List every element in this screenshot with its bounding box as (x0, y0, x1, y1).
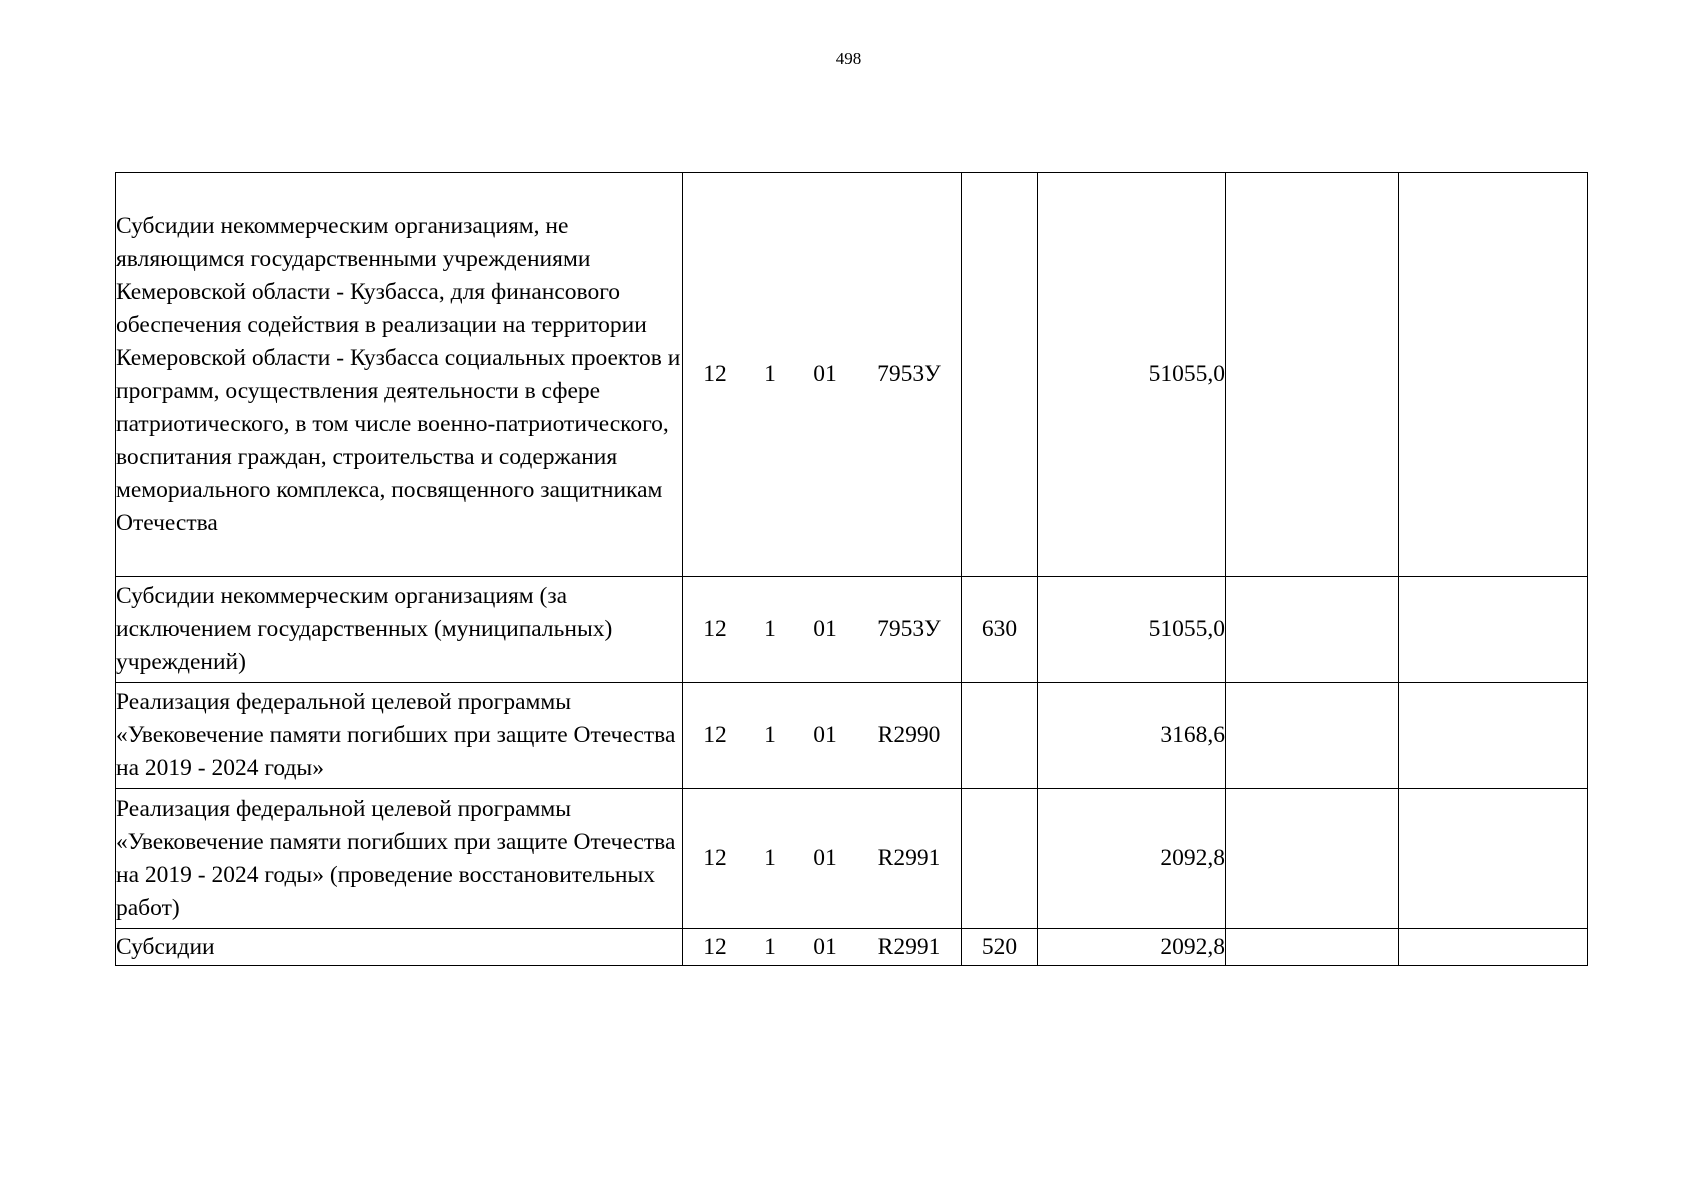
budget-codes-cell (683, 173, 962, 577)
row-description: Реализация федеральной целевой программы «Увековечение памяти погибших при защите Отечества на 2019 - 2024 годы» (проведение восстановительных работ) (116, 789, 683, 929)
empty-cell (1226, 683, 1399, 789)
empty-cell (1399, 683, 1588, 789)
empty-cell (1226, 577, 1399, 683)
program-code: 01 (813, 361, 837, 387)
empty-cell (1399, 577, 1588, 683)
empty-cell (1226, 929, 1399, 966)
expense-type-code: 630 (962, 577, 1038, 683)
empty-cell (1226, 173, 1399, 577)
row-description: Субсидии (116, 929, 683, 966)
row-description: Субсидии некоммерческим организациям (за исключением государственных (муниципальных) учреждений) (116, 577, 683, 683)
section-code: 12 (703, 933, 727, 960)
amount-value: 3168,6 (1038, 683, 1226, 789)
budget-codes-cell (683, 929, 962, 966)
budget-table (115, 172, 1588, 966)
subsection-code: 1 (764, 845, 776, 871)
empty-cell (1399, 929, 1588, 966)
subsection-code: 1 (764, 616, 776, 642)
table-row (116, 929, 1588, 966)
section-code: 12 (703, 845, 727, 871)
empty-cell (1399, 789, 1588, 929)
subsection-code: 1 (764, 361, 776, 387)
table-row (116, 789, 1588, 929)
page-number: 498 (835, 49, 862, 68)
section-code: 12 (703, 722, 727, 748)
article-code: 7953У (877, 616, 941, 642)
table-row (116, 683, 1588, 789)
article-code: 7953У (877, 361, 941, 387)
budget-codes-cell (683, 789, 962, 929)
amount-value: 51055,0 (1038, 577, 1226, 683)
amount-value: 2092,8 (1038, 789, 1226, 929)
section-code: 12 (703, 616, 727, 642)
row-description: Реализация федеральной целевой программы «Увековечение памяти погибших при защите Отечества на 2019 - 2024 годы» (116, 683, 683, 789)
empty-cell (1399, 173, 1588, 577)
article-code: R2990 (877, 722, 941, 748)
program-code: 01 (813, 722, 837, 748)
budget-codes-cell (683, 683, 962, 789)
program-code: 01 (813, 845, 837, 871)
expense-type-code: 520 (962, 929, 1038, 966)
article-code: R2991 (877, 933, 941, 960)
table-row (116, 173, 1588, 577)
empty-cell (1226, 789, 1399, 929)
expense-type-code (962, 683, 1038, 789)
article-code: R2991 (877, 845, 941, 871)
table-row (116, 577, 1588, 683)
expense-type-code (962, 173, 1038, 577)
subsection-code: 1 (764, 722, 776, 748)
expense-type-code (962, 789, 1038, 929)
row-description: Субсидии некоммерческим организациям, не являющимся государственными учреждениями Кемеровской области - Кузбасса, для финансового обеспечения содействия в реализации на территории Кемеровской области - Кузбасса социальных проектов и программ, осуществления деятельности в сфере патриотического, в том числе военно-патриотического, воспитания граждан, строительства и содержания мемориального комплекса, посвященного защитникам Отечества (116, 173, 683, 577)
amount-value: 2092,8 (1038, 929, 1226, 966)
amount-value: 51055,0 (1038, 173, 1226, 577)
program-code: 01 (813, 616, 837, 642)
budget-codes-cell (683, 577, 962, 683)
section-code: 12 (703, 361, 727, 387)
program-code: 01 (813, 933, 837, 960)
subsection-code: 1 (764, 933, 776, 960)
